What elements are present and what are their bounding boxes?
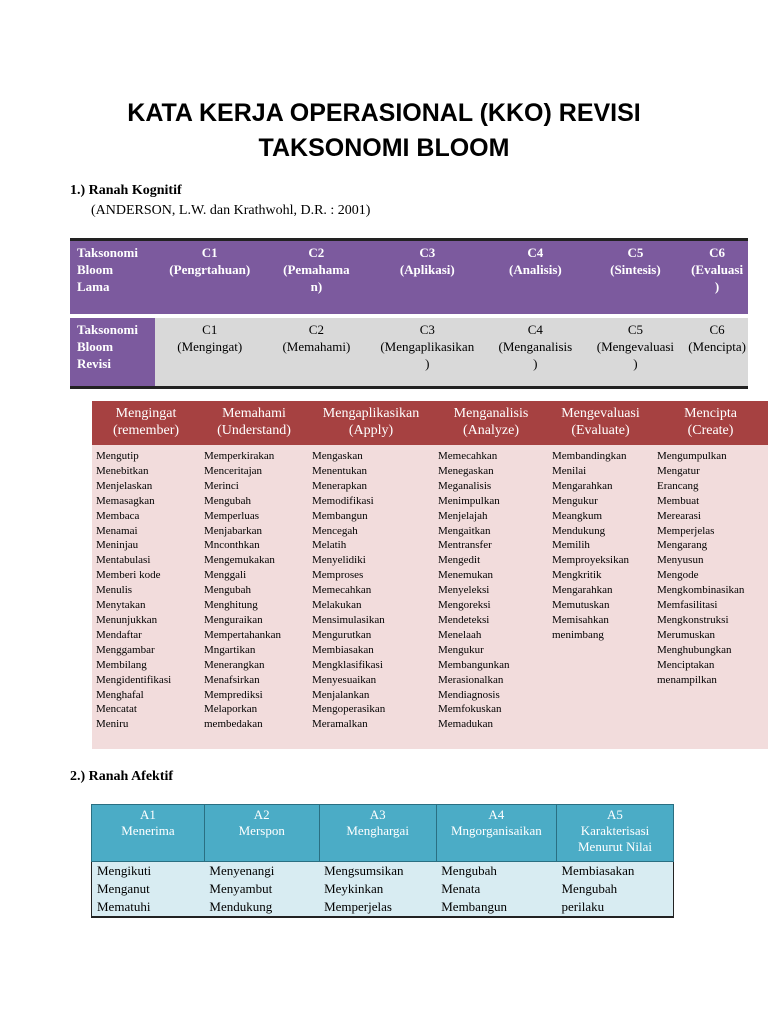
level-cell-line: ) xyxy=(533,356,538,371)
verb-column xyxy=(548,449,653,732)
verb-item: Menyeleksi xyxy=(438,584,490,597)
verb-item: Menggali xyxy=(204,569,247,582)
verb-column-header-line: Mencipta xyxy=(684,406,737,421)
afektif-body-row xyxy=(92,862,674,918)
verb-item: Menerangkan xyxy=(204,658,265,671)
afektif-verb-item: Menata xyxy=(441,881,481,896)
level-cell-line: (Sintesis) xyxy=(610,262,661,277)
afektif-verb-item: Mengubah xyxy=(561,881,618,896)
level-cell-line: C5 xyxy=(627,322,643,337)
verb-item: Mendukung xyxy=(552,524,606,537)
verb-item: Mengarang xyxy=(657,539,708,552)
verb-item: Merearasi xyxy=(657,509,701,522)
verb-item: Menghitung xyxy=(204,599,258,612)
verb-item: Menyelidiki xyxy=(312,554,366,567)
afektif-verb-item: Menyambut xyxy=(209,881,273,896)
level-cell-c4 xyxy=(486,240,585,315)
level-cell-line: (Mengevaluasi xyxy=(596,339,675,354)
verb-item: Memproses xyxy=(312,569,364,582)
verb-item: Memfokuskan xyxy=(438,703,502,716)
verb-item: Mengoperasikan xyxy=(312,703,386,716)
verb-item: Menytakan xyxy=(96,599,146,612)
verb-item: Mengukur xyxy=(552,494,598,507)
verb-item: Memecahkan xyxy=(312,584,372,597)
verb-item: Mencegah xyxy=(312,524,358,537)
verb-item: Membaca xyxy=(96,509,140,522)
level-cell-line: (Memahami) xyxy=(282,339,351,354)
verb-column xyxy=(92,449,200,732)
verb-item: Menyesuaikan xyxy=(312,673,377,686)
verb-item: membedakan xyxy=(204,718,263,731)
verb-item: Mengoreksi xyxy=(438,599,491,612)
afektif-level-header-line: A1 xyxy=(140,807,156,822)
verb-item: Mengutip xyxy=(96,450,139,462)
afektif-verb-item: Mengubah xyxy=(441,863,497,878)
level-cell-line: C2 xyxy=(308,322,324,337)
verb-item: Menjelaskan xyxy=(96,479,153,492)
kognitif-verbs-body xyxy=(92,445,768,732)
verb-item: Menelaah xyxy=(438,628,482,641)
verb-item: Menebitkan xyxy=(96,464,149,477)
verb-item: Memilih xyxy=(552,539,590,552)
afektif-level-header-line: A3 xyxy=(369,807,386,822)
verb-item: Mengatur xyxy=(657,464,700,477)
verb-item: Menggambar xyxy=(96,643,155,656)
verb-item: Mengaskan xyxy=(312,450,363,462)
verb-item: Mentransfer xyxy=(438,539,492,552)
verb-item: Memberi kode xyxy=(96,569,161,582)
verb-item: Menerapkan xyxy=(312,479,367,492)
verb-item: Mengemukakan xyxy=(204,554,275,567)
verb-item: Meniru xyxy=(96,718,129,731)
afektif-verb-column xyxy=(436,862,556,918)
afektif-verb-item: Mengsumsikan xyxy=(324,863,404,878)
verb-column-header xyxy=(92,405,200,445)
verb-column-header-line: Mengingat xyxy=(115,406,177,421)
level-cell-c5 xyxy=(585,318,687,388)
level-cell-line: (Mengingat) xyxy=(177,339,243,354)
verb-item: Membangunkan xyxy=(438,658,510,671)
level-cell-line: (Pemahama xyxy=(283,262,350,277)
verb-item: Menemukan xyxy=(438,569,493,582)
verb-item: Meganalisis xyxy=(438,479,492,492)
verb-column-header-line: Mengevaluasi xyxy=(561,406,640,421)
afektif-verbs-table xyxy=(91,804,674,918)
verb-item: Menjalankan xyxy=(312,688,370,701)
afektif-verb-item: Memperjelas xyxy=(324,899,392,914)
verb-column-header-line: Menganalisis xyxy=(453,406,529,421)
verb-item: Memfasilitasi xyxy=(657,599,718,612)
verb-item: Menjelajah xyxy=(438,509,488,522)
verb-item: Menafsirkan xyxy=(204,673,260,686)
afektif-verb-item: Membiasakan xyxy=(561,863,635,878)
verb-item: Mengaitkan xyxy=(438,524,491,537)
row-label xyxy=(70,240,155,315)
verb-item: Membangun xyxy=(312,509,368,522)
section-kognitif-source: (ANDERSON, L.W. dan Krathwohl, D.R. : 2001) xyxy=(91,203,371,218)
level-cell-line: (Aplikasi) xyxy=(399,262,455,277)
verb-item: Mendeteksi xyxy=(438,613,490,626)
verb-item: Menilai xyxy=(552,464,587,477)
verb-column-header-line: (Apply) xyxy=(348,423,394,438)
row-label-line: Revisi xyxy=(77,356,111,371)
verb-item: Mensimulasikan xyxy=(312,613,385,626)
afektif-level-header-line: Menerima xyxy=(121,823,175,838)
verb-item: Melatih xyxy=(312,539,347,552)
level-cell-line: (Evaluasi xyxy=(691,262,744,277)
afektif-verb-column xyxy=(204,862,319,918)
afektif-header-row xyxy=(92,805,674,862)
level-cell-c1 xyxy=(155,240,264,315)
level-cell-c4 xyxy=(486,318,585,388)
level-cell-line: (Pengrtahuan) xyxy=(169,262,251,277)
level-cell-line: ) xyxy=(425,356,430,371)
level-cell-line: C3 xyxy=(419,322,435,337)
verb-item: Menulis xyxy=(96,584,133,597)
row-label-line: Bloom xyxy=(77,339,114,354)
verb-item: Membiasakan xyxy=(312,643,374,656)
verb-item: Memodifikasi xyxy=(312,494,374,507)
row-taksonomi-revisi xyxy=(70,318,748,388)
verb-column-header xyxy=(200,405,308,445)
page-title xyxy=(0,96,768,166)
verb-item: Merasionalkan xyxy=(438,673,504,686)
verb-column-header xyxy=(434,405,548,445)
afektif-verb-item: perilaku xyxy=(561,899,605,914)
verb-item: Mengkonstruksi xyxy=(657,613,729,626)
verb-column xyxy=(308,449,434,732)
verb-item: Menghubungkan xyxy=(657,643,732,656)
verb-column-header-line: (Create) xyxy=(687,423,734,438)
level-cell-line: C2 xyxy=(308,245,325,260)
level-cell-c3 xyxy=(368,240,486,315)
level-cell-line: C6 xyxy=(709,322,725,337)
level-cell-c6 xyxy=(686,318,748,388)
verb-item: Memisahkan xyxy=(552,613,609,626)
level-cell-line: ) xyxy=(714,279,720,294)
verb-item: Menamai xyxy=(96,524,138,537)
level-cell-c1 xyxy=(155,318,264,388)
afektif-verb-column xyxy=(319,862,436,918)
level-cell-line: C4 xyxy=(527,245,544,260)
verb-item: Memutuskan xyxy=(552,599,610,612)
verb-item: menampilkan xyxy=(657,673,717,686)
afektif-verb-item: Meykinkan xyxy=(324,881,384,896)
verb-item: Menimpulkan xyxy=(438,494,500,507)
title-line-1: KATA KERJA OPERASIONAL (KKO) REVISI xyxy=(127,99,641,127)
taxonomy-comparison-table xyxy=(70,238,748,389)
level-cell-line: C5 xyxy=(627,245,644,260)
row-label xyxy=(70,318,155,388)
verb-item: Mencatat xyxy=(96,703,137,716)
afektif-level-header-line: A4 xyxy=(488,807,505,822)
verb-item: Mengarahkan xyxy=(552,584,613,597)
verb-item: Menciptakan xyxy=(657,658,715,671)
afektif-verb-item: Membangun xyxy=(441,899,507,914)
level-cell-c3 xyxy=(368,318,486,388)
verb-item: Mempertahankan xyxy=(204,628,281,641)
verb-item: Memperjelas xyxy=(657,524,715,537)
level-cell-line: C6 xyxy=(709,245,726,260)
afektif-level-header-line: Menghargai xyxy=(346,823,409,838)
verb-item: Memproyeksikan xyxy=(552,554,629,567)
verb-item: Mengukur xyxy=(438,643,484,656)
verb-item: Mengubah xyxy=(204,584,252,597)
afektif-level-header xyxy=(436,805,556,862)
verb-item: Menunjukkan xyxy=(96,613,158,626)
verb-column-header-line: (Understand) xyxy=(217,423,291,438)
verb-item: Erancang xyxy=(657,479,699,492)
verb-item: Melaporkan xyxy=(204,703,258,716)
afektif-level-header xyxy=(92,805,205,862)
verb-column-header xyxy=(653,405,768,445)
verb-item: Mengode xyxy=(657,569,699,582)
verb-item: Menghafal xyxy=(96,688,144,701)
verb-item: Mengubah xyxy=(204,494,252,507)
afektif-level-header-line: Merspon xyxy=(238,823,285,838)
level-cell-c5 xyxy=(585,240,687,315)
verb-column-header xyxy=(308,405,434,445)
row-taksonomi-lama xyxy=(70,240,748,315)
verb-column xyxy=(200,449,308,732)
verb-item: Mendaftar xyxy=(96,628,142,641)
verb-item: Memprediksi xyxy=(204,688,263,701)
verb-item: menimbang xyxy=(552,628,604,641)
verb-column-header-line: (Analyze) xyxy=(463,423,519,438)
verb-item: Mengurutkan xyxy=(312,628,372,641)
verb-item: Mengkritik xyxy=(552,569,602,582)
row-label-line: Taksonomi xyxy=(77,322,138,337)
verb-column xyxy=(434,449,548,732)
row-label-line: Taksonomi xyxy=(77,245,138,260)
verb-item: Mengedit xyxy=(438,554,481,567)
verb-item: Mengarahkan xyxy=(552,479,613,492)
afektif-level-header xyxy=(204,805,319,862)
kognitif-verbs-table xyxy=(92,401,768,749)
level-cell-line: (Mengaplikasikan xyxy=(380,339,475,354)
level-cell-line: C1 xyxy=(201,245,218,260)
verb-item: Menguraikan xyxy=(204,613,263,626)
level-cell-c2 xyxy=(264,240,368,315)
verb-item: Menceritajan xyxy=(204,464,263,477)
afektif-verb-item: Menyenangi xyxy=(209,863,275,878)
afektif-verb-item: Mematuhi xyxy=(97,899,151,914)
afektif-level-header-line: Menurut Nilai xyxy=(577,839,652,854)
verb-item: Meangkum xyxy=(552,509,603,522)
afektif-level-header-line: A2 xyxy=(253,807,270,822)
verb-column-header-line: Memahami xyxy=(222,406,286,421)
afektif-level-header-line: A5 xyxy=(607,807,623,822)
verb-item: Menjabarkan xyxy=(204,524,263,537)
row-label-line: Bloom xyxy=(77,262,114,277)
title-line-2: TAKSONOMI BLOOM xyxy=(258,134,510,162)
verb-item: Mengidentifikasi xyxy=(96,673,172,686)
level-cell-c6 xyxy=(686,240,748,315)
afektif-verb-column xyxy=(557,862,674,918)
verb-column-header-line: (remember) xyxy=(112,423,180,438)
level-cell-line: (Analisis) xyxy=(508,262,562,277)
verb-item: Memecahkan xyxy=(438,450,498,462)
verb-item: Merinci xyxy=(204,479,239,492)
afektif-level-header-line: Karakterisasi xyxy=(580,823,650,838)
level-cell-line: C4 xyxy=(527,322,543,337)
verb-item: Meninjau xyxy=(96,539,139,552)
level-cell-line: C3 xyxy=(419,245,436,260)
verb-item: Menegaskan xyxy=(438,464,494,477)
verb-item: Memasagkan xyxy=(96,494,155,507)
verb-item: Melakukan xyxy=(312,599,362,612)
afektif-verb-item: Mengikuti xyxy=(97,863,152,878)
afektif-level-header xyxy=(319,805,436,862)
kognitif-verbs-header xyxy=(92,401,768,445)
verb-item: Membilang xyxy=(96,658,147,671)
verb-item: Membuat xyxy=(657,494,700,507)
afektif-verb-column xyxy=(92,862,205,918)
section-kognitif-heading: 1.) Ranah Kognitif xyxy=(70,183,182,198)
verb-item: Membandingkan xyxy=(552,450,627,462)
verb-column-header xyxy=(548,405,653,445)
verb-item: Mnconthkan xyxy=(204,539,260,552)
verb-item: Menyusun xyxy=(657,554,704,567)
verb-item: Mentabulasi xyxy=(96,554,151,567)
level-cell-c2 xyxy=(264,318,368,388)
verb-item: Memperluas xyxy=(204,509,259,522)
afektif-verb-item: Menganut xyxy=(97,881,150,896)
level-cell-line: (Menganalisis xyxy=(498,339,573,354)
verb-item: Memadukan xyxy=(438,718,493,731)
verb-item: Mendiagnosis xyxy=(438,688,500,701)
verb-item: Meramalkan xyxy=(312,718,368,731)
verb-item: Merumuskan xyxy=(657,628,716,641)
afektif-verb-item: Mendukung xyxy=(209,899,273,914)
verb-item: Mengkombinasikan xyxy=(657,584,745,597)
verb-column-header-line: Mengaplikasikan xyxy=(322,406,420,421)
verb-column-header-line: (Evaluate) xyxy=(571,423,630,438)
level-cell-line: C1 xyxy=(202,322,218,337)
verb-item: Mngartikan xyxy=(204,643,256,656)
verb-column xyxy=(653,449,768,732)
verb-item: Mengumpulkan xyxy=(657,450,727,462)
level-cell-line: (Mencipta) xyxy=(688,339,746,354)
level-cell-line: ) xyxy=(633,356,638,371)
section-afektif-heading: 2.) Ranah Afektif xyxy=(70,769,174,784)
verb-item: Memperkirakan xyxy=(204,450,275,462)
afektif-level-header-line: Mngorganisaikan xyxy=(450,823,542,838)
row-label-line: Lama xyxy=(77,279,110,294)
verb-item: Mengklasifikasi xyxy=(312,658,383,671)
afektif-level-header xyxy=(557,805,674,862)
level-cell-line: n) xyxy=(310,279,323,294)
verb-item: Menentukan xyxy=(312,464,367,477)
